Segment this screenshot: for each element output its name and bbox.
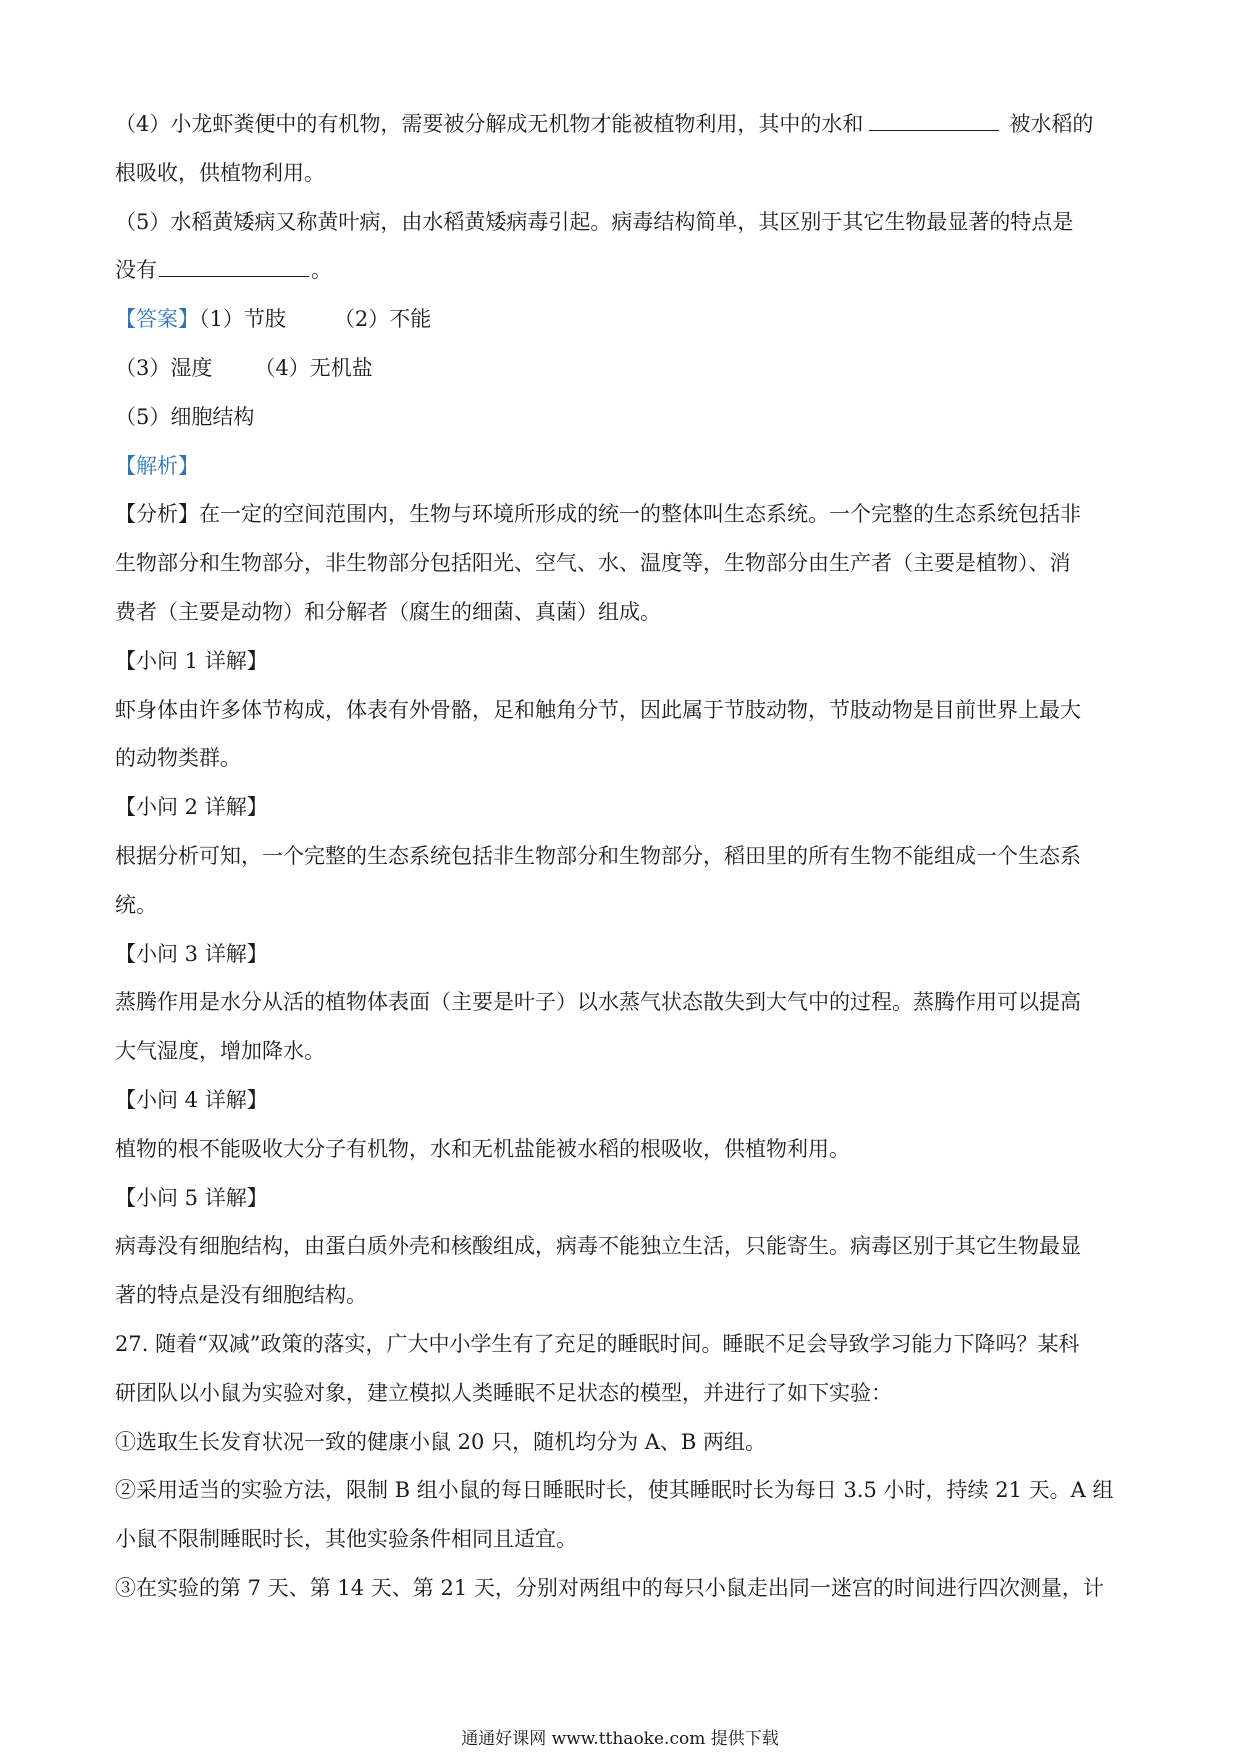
analysis-label: 【解析】 (115, 453, 199, 478)
analysis-paragraph-3: 费者（主要是动物）和分解者（腐生的细菌、真菌）组成。 (115, 599, 661, 624)
detail-4-line-1: 植物的根不能吸收大分子有机物，水和无机盐能被水稻的根吸收，供植物利用。 (115, 1136, 850, 1161)
analysis-paragraph-2: 生物部分和生物部分，非生物部分包括阳光、空气、水、温度等，生物部分由生产者（主要是植物）、消 (115, 551, 1071, 576)
analysis-paragraph-1: 【分析】在一定的空间范围内，生物与环境所形成的统一的整体叫生态系统。一个完整的生态系统包括非 (115, 502, 1081, 527)
q27-step-3-line-1: ③在实验的第 7 天、第 14 天、第 21 天，分别对两组中的每只小鼠走出同一迷宫的时间进行四次测量，计 (115, 1575, 1104, 1600)
answer-5: （5）细胞结构 (115, 404, 255, 429)
answer-2: （2）不能 (333, 307, 432, 332)
q5-text-end: 。 (311, 258, 332, 283)
detail-5-line-2: 著的特点是没有细胞结构。 (115, 1283, 367, 1308)
q27-step-2-line-1: ②采用适当的实验方法，限制 B 组小鼠的每日睡眠时长，使其睡眠时长为每日 3.5 小时，持续 21 天。A 组 (115, 1478, 1114, 1503)
q5-text: 没有 (115, 258, 157, 283)
detail-3-line-1: 蒸腾作用是水分从活的植物体表面（主要是叶子）以水蒸气状态散失到大气中的过程。蒸腾作用可以提高 (115, 990, 1081, 1015)
detail-5-line-1: 病毒没有细胞结构，由蛋白质外壳和核酸组成，病毒不能独立生活，只能寄生。病毒区别于其它生物最显 (115, 1234, 1081, 1259)
answer-label: 【答案】 (115, 307, 199, 332)
q4-text-tail: 被水稻的 (1009, 112, 1094, 136)
answer-line-1 (115, 295, 1125, 344)
detail-3-line-2: 大气湿度，增加降水。 (115, 1039, 325, 1064)
answer-1: （1）节肢 (199, 307, 286, 332)
q5-line-1: （5）水稻黄矮病又称黄叶病，由水稻黄矮病毒引起。病毒结构简单，其区别于其它生物最显著的特点是 (115, 209, 1074, 234)
q27-line-2: 研团队以小鼠为实验对象，建立模拟人类睡眠不足状态的模型，并进行了如下实验： (115, 1380, 892, 1405)
detail-2-line-1: 根据分析可知，一个完整的生态系统包括非生物部分和生物部分，稻田里的所有生物不能组成一个生态系 (115, 843, 1081, 868)
q5-line-2 (115, 246, 1125, 295)
document-body (115, 100, 1125, 1613)
detail-heading-4: 【小问 4 详解】 (115, 1087, 268, 1112)
answer-line-2 (115, 344, 1125, 393)
answer-4: （4）无机盐 (254, 355, 373, 380)
detail-1-line-1: 虾身体由许多体节构成，体表有外骨骼，足和触角分节，因此属于节肢动物，节肢动物是目前世界上最大 (115, 697, 1081, 722)
analysis-label-line (115, 442, 1125, 491)
q5-answer-blank (159, 254, 309, 277)
answer-line-3 (115, 393, 1125, 442)
detail-heading-1: 【小问 1 详解】 (115, 648, 268, 673)
detail-heading-5: 【小问 5 详解】 (115, 1185, 268, 1210)
detail-1-line-2: 的动物类群。 (115, 746, 241, 771)
answer-3: （3）湿度 (115, 355, 213, 380)
q4-line-1 (115, 100, 1125, 149)
page-footer: 通通好课网 www.tthaoke.com 提供下载 (461, 1729, 779, 1749)
detail-heading-3: 【小问 3 详解】 (115, 941, 268, 966)
q4-line-2: 根吸收，供植物利用。 (115, 160, 325, 185)
q27-line-1: 27. 随着“双减”政策的落实，广大中小学生有了充足的睡眠时间。睡眠不足会导致学习能力下降吗？某科 (115, 1331, 1080, 1356)
q27-step-2-line-2: 小鼠不限制睡眠时长，其他实验条件相同且适宜。 (115, 1527, 577, 1552)
q4-answer-blank (869, 108, 999, 131)
q27-step-1: ①选取生长发育状况一致的健康小鼠 20 只，随机均分为 A、B 两组。 (115, 1429, 767, 1454)
detail-heading-2: 【小问 2 详解】 (115, 795, 268, 820)
q4-text: （4）小龙虾粪便中的有机物，需要被分解成无机物才能被植物利用，其中的水和 (115, 112, 864, 136)
detail-2-line-2: 统。 (115, 892, 157, 917)
